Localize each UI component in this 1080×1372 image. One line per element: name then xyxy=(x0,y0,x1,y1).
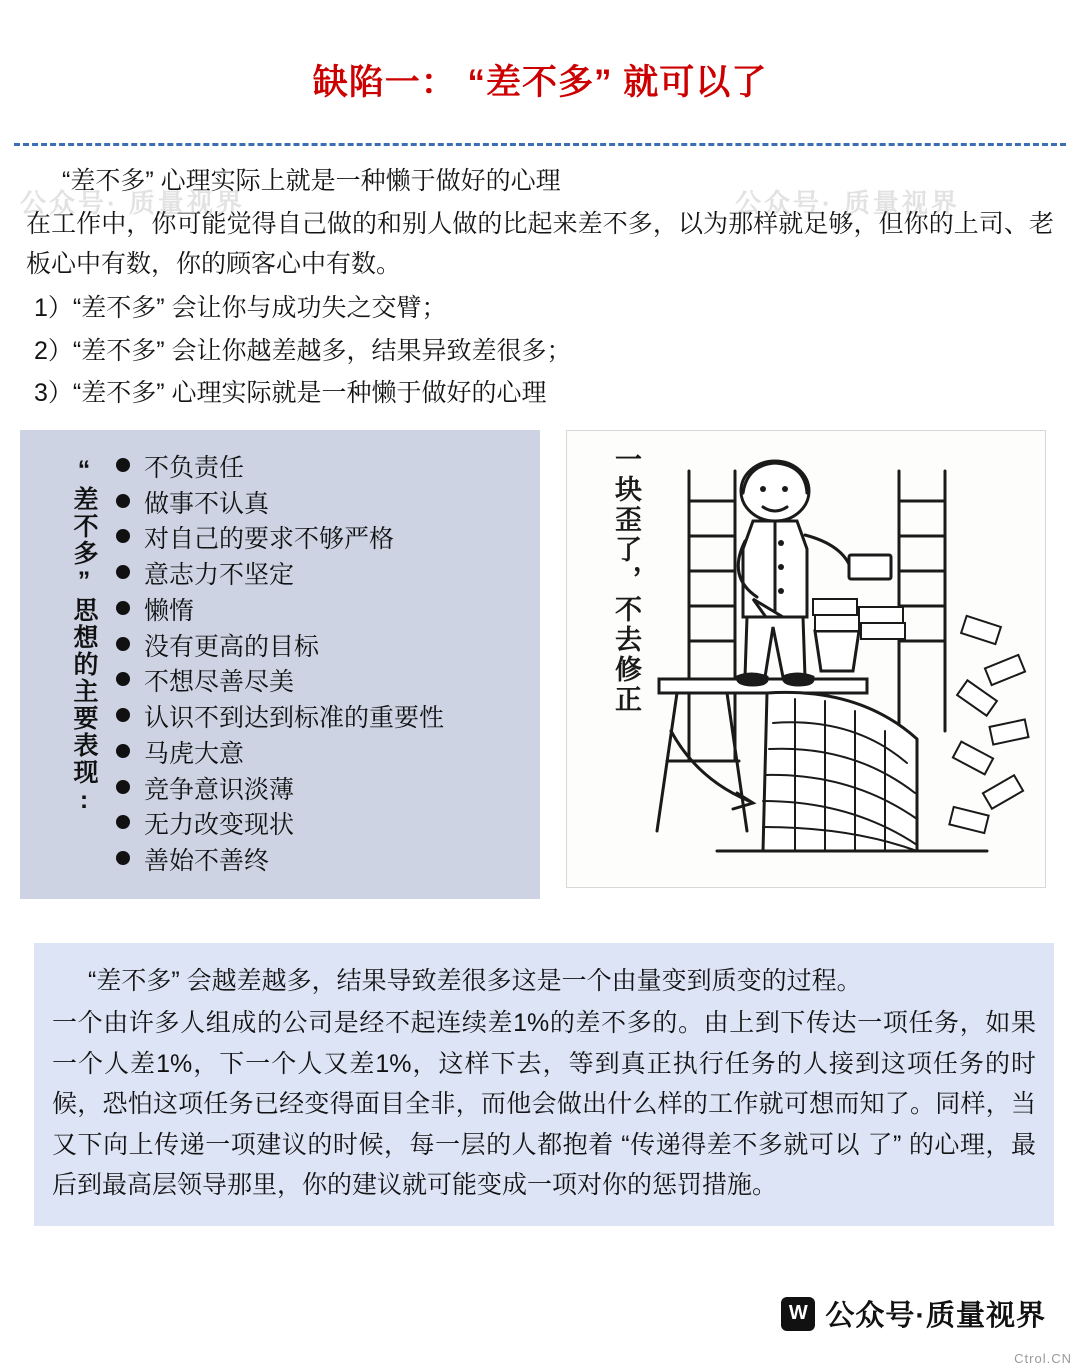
intro-line-1: “差不多” 心理实际上就是一种懒于做好的心理 xyxy=(62,166,561,195)
list-item-label: 做事不认真 xyxy=(144,489,270,518)
conclusion-box xyxy=(34,943,1054,1226)
list-item-label: 善始不善终 xyxy=(144,847,270,876)
list-item xyxy=(116,845,530,879)
conclusion-line-2: 一个由许多人组成的公司是经不起连续差1%的差不多的。由上到下传达一项任务，如果一个人差1%，下一个人又差1%，这样下去，等到真正执行任务的人接到这项任务的时候，恐怕这项任务已经变得面目全非，而他会做出什么样的工作就可想而知了。同样，当又下向上传递一项建议的时候，每一层的人都抱着 “传递得差不多就可以 了” 的心理，最后到最高层领导那里，你的建议就可能变成一项对你的惩罚措施。 xyxy=(52,1009,1036,1200)
footer-badge-label: 公众号·质量视界 xyxy=(825,1300,1046,1333)
bullet-dot-icon xyxy=(116,494,130,508)
list-item-label: 认识不到达到标准的重要性 xyxy=(144,704,445,733)
list-item-label: 意志力不坚定 xyxy=(144,561,295,590)
footer-badge xyxy=(781,1293,1046,1334)
middle-row xyxy=(0,416,1080,899)
manifestations-list xyxy=(98,448,530,881)
manifestations-box xyxy=(20,430,540,899)
bullet-dot-icon xyxy=(116,529,130,543)
list-item xyxy=(116,595,530,629)
list-item xyxy=(116,666,530,700)
list-item-label: 懒惰 xyxy=(144,596,195,625)
list-item-label: 竞争意识淡薄 xyxy=(144,775,295,804)
list-item-label: 不想尽善尽美 xyxy=(144,668,295,697)
list-item-label: 对自己的要求不够严格 xyxy=(144,525,395,554)
slide-page xyxy=(0,23,1080,1372)
bullet-dot-icon xyxy=(116,815,130,829)
list-item-label: 无力改变现状 xyxy=(144,811,295,840)
list-item-label: 没有更高的目标 xyxy=(144,632,320,661)
list-item: 1）“差不多” 会让你与成功失之交臂； xyxy=(34,294,447,323)
bullet-dot-icon xyxy=(116,744,130,758)
list-item xyxy=(116,488,530,522)
list-item xyxy=(116,774,530,808)
bullet-dot-icon xyxy=(116,458,130,472)
list-item xyxy=(116,523,530,557)
bullet-dot-icon xyxy=(116,708,130,722)
bullet-dot-icon xyxy=(116,601,130,615)
corner-credit: Ctrol.CN xyxy=(1014,1351,1072,1367)
page-title: 缺陷一： “差不多” 就可以了 xyxy=(312,63,768,103)
bullet-dot-icon xyxy=(116,637,130,651)
cartoon-caption: 一块歪了，不去修正 xyxy=(610,444,641,715)
list-item xyxy=(116,702,530,736)
bullet-dot-icon xyxy=(116,851,130,865)
conclusion-line-1: “差不多” 会越差越多，结果导致差很多这是一个由量变到质变的过程。 xyxy=(88,966,862,995)
list-item xyxy=(116,809,530,843)
manifestations-vertical-label: “差不多”思想的主要表现: xyxy=(70,455,98,816)
wechat-icon: W xyxy=(781,1297,815,1331)
bullet-dot-icon xyxy=(116,672,130,686)
list-item xyxy=(116,738,530,772)
list-item-label: 不负责任 xyxy=(144,453,245,482)
list-item: 3）“差不多” 心理实际就是一种懒于做好的心理 xyxy=(34,379,547,408)
watermark-top-left: 公众号· 质量视界 xyxy=(20,188,245,219)
list-item: 2）“差不多” 会让你越差越多，结果异致差很多； xyxy=(34,336,572,365)
intro-section xyxy=(0,146,1080,414)
list-item-label: 马虎大意 xyxy=(144,739,245,768)
bricklayer-cartoon-image xyxy=(566,430,1046,888)
list-item xyxy=(116,452,530,486)
bullet-dot-icon xyxy=(116,565,130,579)
intro-line-2: 在工作中，你可能觉得自己做的和别人做的比起来差不多，以为那样就足够，但你的上司、老板心中有数，你的顾客心中有数。 xyxy=(26,210,1054,278)
watermark-top-right: 公众号· 质量视界 xyxy=(735,188,960,219)
list-item xyxy=(116,559,530,593)
list-item xyxy=(116,631,530,665)
bullet-dot-icon xyxy=(116,780,130,794)
